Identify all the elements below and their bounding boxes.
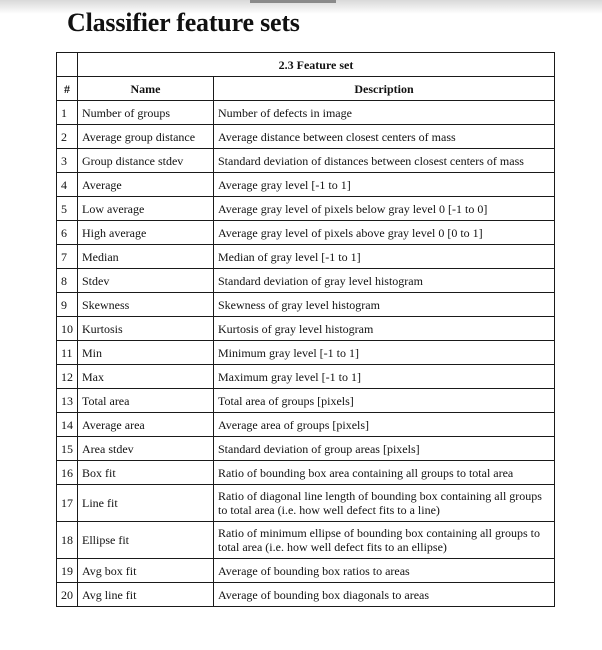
row-description: Number of defects in image: [214, 101, 555, 125]
row-name: High average: [78, 221, 214, 245]
row-name: Number of groups: [78, 101, 214, 125]
table-row: [57, 293, 555, 317]
row-num: 20: [57, 583, 78, 607]
row-description: Median of gray level [-1 to 1]: [214, 245, 555, 269]
table-row: [57, 413, 555, 437]
caption-blank-cell: [57, 53, 78, 77]
row-num: 16: [57, 461, 78, 485]
header-name: Name: [78, 77, 214, 101]
row-description: Total area of groups [pixels]: [214, 389, 555, 413]
row-num: 10: [57, 317, 78, 341]
row-description: Average gray level of pixels below gray level 0 [-1 to 0]: [214, 197, 555, 221]
row-description: Average gray level [-1 to 1]: [214, 173, 555, 197]
row-name: Box fit: [78, 461, 214, 485]
table-caption: 2.3 Feature set: [78, 53, 555, 77]
feature-set-table: [56, 52, 555, 607]
table-row: [57, 461, 555, 485]
header-description: Description: [214, 77, 555, 101]
viewer-top-tab: [250, 0, 336, 3]
row-description: Average distance between closest centers of mass: [214, 125, 555, 149]
row-description: Ratio of diagonal line length of bounding box containing all groups to total area (i.e. how well defect fits to a line): [214, 485, 555, 522]
row-description: Average area of groups [pixels]: [214, 413, 555, 437]
row-description: Ratio of bounding box area containing all groups to total area: [214, 461, 555, 485]
row-description: Skewness of gray level histogram: [214, 293, 555, 317]
row-num: 7: [57, 245, 78, 269]
table-row: [57, 197, 555, 221]
table-row: [57, 389, 555, 413]
row-description: Standard deviation of distances between closest centers of mass: [214, 149, 555, 173]
row-description: Minimum gray level [-1 to 1]: [214, 341, 555, 365]
table-row: [57, 559, 555, 583]
table-caption-row: [57, 53, 555, 77]
table-row: [57, 341, 555, 365]
row-num: 9: [57, 293, 78, 317]
row-name: Median: [78, 245, 214, 269]
row-num: 11: [57, 341, 78, 365]
row-name: Low average: [78, 197, 214, 221]
table-row: [57, 149, 555, 173]
row-name: Average: [78, 173, 214, 197]
row-description: Ratio of minimum ellipse of bounding box containing all groups to total area (i.e. how well defect fits to an ellipse): [214, 522, 555, 559]
row-description: Standard deviation of group areas [pixels]: [214, 437, 555, 461]
row-name: Average area: [78, 413, 214, 437]
row-name: Stdev: [78, 269, 214, 293]
table-row: [57, 485, 555, 522]
table-row: [57, 245, 555, 269]
row-num: 19: [57, 559, 78, 583]
row-num: 6: [57, 221, 78, 245]
row-name: Avg box fit: [78, 559, 214, 583]
row-description: Average of bounding box diagonals to areas: [214, 583, 555, 607]
table-row: [57, 101, 555, 125]
table-header-row: [57, 77, 555, 101]
table-row: [57, 317, 555, 341]
row-description: Kurtosis of gray level histogram: [214, 317, 555, 341]
row-name: Avg line fit: [78, 583, 214, 607]
row-num: 5: [57, 197, 78, 221]
row-num: 18: [57, 522, 78, 559]
row-num: 1: [57, 101, 78, 125]
row-description: Average of bounding box ratios to areas: [214, 559, 555, 583]
row-description: Maximum gray level [-1 to 1]: [214, 365, 555, 389]
row-num: 3: [57, 149, 78, 173]
row-description: Standard deviation of gray level histogram: [214, 269, 555, 293]
row-num: 12: [57, 365, 78, 389]
row-name: Total area: [78, 389, 214, 413]
row-name: Skewness: [78, 293, 214, 317]
table-row: [57, 583, 555, 607]
row-name: Area stdev: [78, 437, 214, 461]
row-name: Line fit: [78, 485, 214, 522]
row-num: 17: [57, 485, 78, 522]
row-num: 13: [57, 389, 78, 413]
row-name: Max: [78, 365, 214, 389]
table-body: [57, 101, 555, 607]
row-num: 15: [57, 437, 78, 461]
table-row: [57, 173, 555, 197]
header-num: #: [57, 77, 78, 101]
row-name: Ellipse fit: [78, 522, 214, 559]
row-num: 14: [57, 413, 78, 437]
row-name: Group distance stdev: [78, 149, 214, 173]
row-name: Average group distance: [78, 125, 214, 149]
row-description: Average gray level of pixels above gray level 0 [0 to 1]: [214, 221, 555, 245]
table-row: [57, 437, 555, 461]
page-title: Classifier feature sets: [67, 8, 300, 37]
row-num: 4: [57, 173, 78, 197]
row-num: 8: [57, 269, 78, 293]
table-row: [57, 522, 555, 559]
table-row: [57, 125, 555, 149]
row-name: Kurtosis: [78, 317, 214, 341]
row-num: 2: [57, 125, 78, 149]
table-row: [57, 269, 555, 293]
row-name: Min: [78, 341, 214, 365]
table-row: [57, 365, 555, 389]
table-row: [57, 221, 555, 245]
